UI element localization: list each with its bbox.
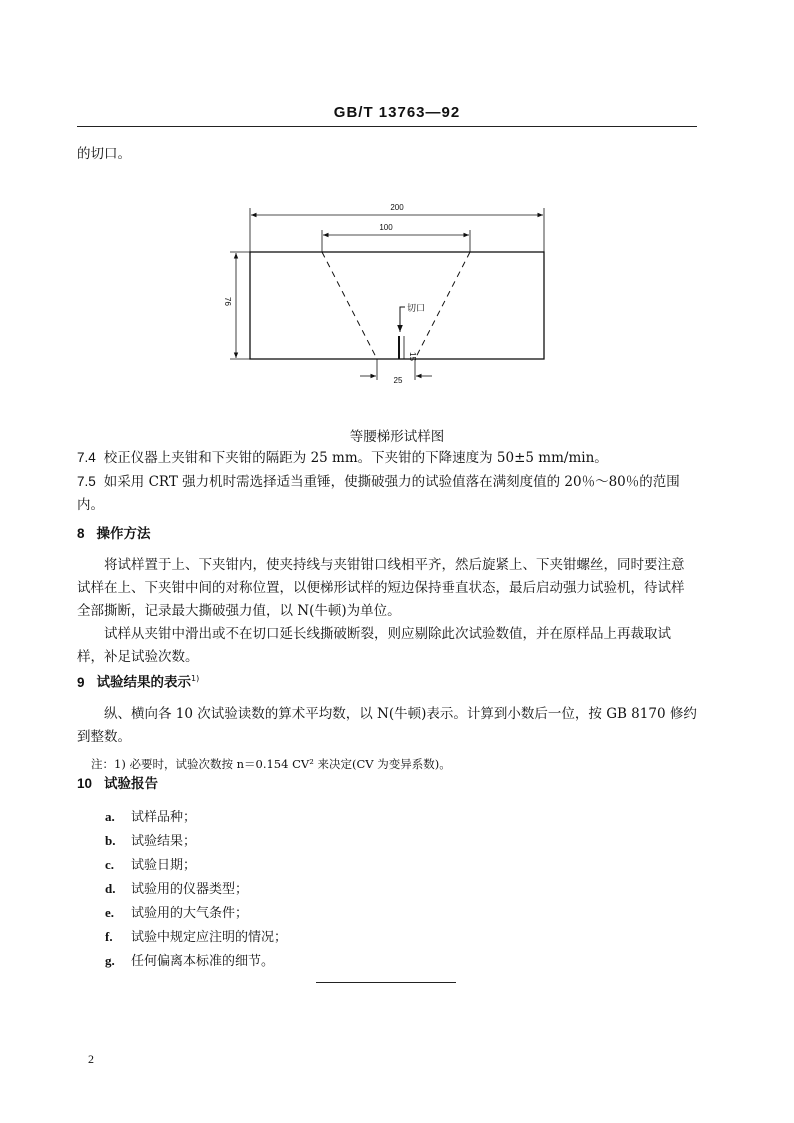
report-item-letter: a.: [105, 809, 115, 824]
section-8-para1: 将试样置于上、下夹钳内，使夹持线与夹钳钳口线相平齐，然后旋紧上、下夹钳螺丝，同时要注意试样在上、下夹钳中间的对称位置，以便梯形试样的短边保持垂直状态，最后启动强力试验机，待试样全部撕断，记录最大撕破强力值，以 N(牛顿)为单位。: [77, 557, 685, 619]
section-8-para2: 试样从夹钳中滑出或不在切口延长线撕破断裂，则应剔除此次试验数值，并在原样品上再裁取试样，补足试验次数。: [77, 626, 671, 665]
report-item-e: [77, 901, 697, 925]
height-label: 76: [223, 297, 232, 306]
report-item-g: [77, 949, 697, 973]
running-header: GB/T 13763—92: [333, 104, 461, 121]
report-item-letter: c.: [105, 857, 115, 872]
section-10-title: 试验报告: [104, 776, 159, 792]
section-9-title: 试验结果的表示: [96, 674, 192, 691]
section-8-number: 8: [77, 526, 85, 541]
clause-7-5-text-line1: 如采用 CRT 强力机时需选择适当重锤，使撕破强力的试验值落在满刻度值的 20％～80％的范围: [103, 474, 680, 490]
section-9-footnote-mark: 1): [191, 674, 200, 683]
report-item-b: [77, 829, 697, 853]
section-8: [77, 522, 697, 669]
report-item-text: 试验中规定应注明的情况；: [131, 930, 288, 945]
clause-7-4-text: 校正仪器上夹钳和下夹钳的隔距为 25 mm。下夹钳的下降速度为 50±5 mm/min。: [103, 450, 608, 466]
report-item-d: [77, 877, 697, 901]
section-9-para: 纵、横向各 10 次试验读数的算术平均数，以 N(牛顿)表示。计算到小数后一位，按 GB 8170 修约到整数。: [77, 705, 697, 745]
clause-7-5-number: 7.5: [77, 474, 96, 489]
notch-leader: [400, 307, 405, 332]
report-item-letter: e.: [105, 905, 115, 920]
top-width-label: 100: [379, 223, 393, 232]
report-item-letter: f.: [105, 929, 113, 944]
report-item-letter: b.: [105, 833, 116, 848]
clause-7-5-cont: 内。: [77, 497, 104, 513]
section-9-heading: [77, 667, 697, 695]
report-item-text: 试验日期；: [131, 858, 197, 873]
specimen-drawing: [220, 198, 560, 393]
section-9: [77, 667, 697, 776]
clause-7-4: [77, 446, 697, 470]
report-item-text: 试验结果；: [131, 834, 197, 849]
figure-caption: 等腰梯形试样图: [349, 429, 445, 445]
end-rule: [316, 982, 456, 983]
report-item-letter: d.: [105, 881, 116, 896]
report-items-list: [77, 805, 697, 973]
intro-line: [77, 143, 697, 166]
report-item-text: 任何偏离本标准的细节。: [131, 954, 275, 969]
report-item-f: [77, 925, 697, 949]
section-9-note: 注：1) 必要时，试验次数按 n＝0.154 CV² 来决定(CV 为变异系数)。: [91, 756, 451, 771]
trapezoid-left-line: [322, 252, 377, 359]
section-8-heading: [77, 522, 697, 546]
clause-7-4-number: 7.4: [77, 450, 96, 465]
report-item-text: 试样品种；: [131, 810, 197, 825]
report-item-text: 试验用的大气条件；: [131, 906, 249, 921]
section-10-number: 10: [77, 776, 93, 791]
section-10-heading: [77, 772, 697, 796]
notch-depth-label: 15: [408, 352, 417, 361]
page-number: 2: [88, 1052, 94, 1066]
clauses-7: [77, 446, 697, 517]
overall-width-label: 200: [390, 203, 404, 212]
header-rule: [77, 126, 697, 127]
section-9-number: 9: [77, 674, 85, 690]
intro-text: 的切口。: [77, 146, 131, 162]
bottom-width-label: 25: [393, 376, 403, 385]
report-item-text: 试验用的仪器类型；: [131, 882, 249, 897]
specimen-outline: [250, 252, 544, 359]
notch-label: 切口: [407, 303, 426, 313]
specimen-figure: [220, 198, 560, 393]
report-item-c: [77, 853, 697, 877]
section-10: [77, 772, 697, 973]
section-8-title: 操作方法: [96, 526, 151, 542]
report-item-a: [77, 805, 697, 829]
clause-7-5: [77, 470, 697, 494]
report-item-letter: g.: [105, 953, 115, 968]
